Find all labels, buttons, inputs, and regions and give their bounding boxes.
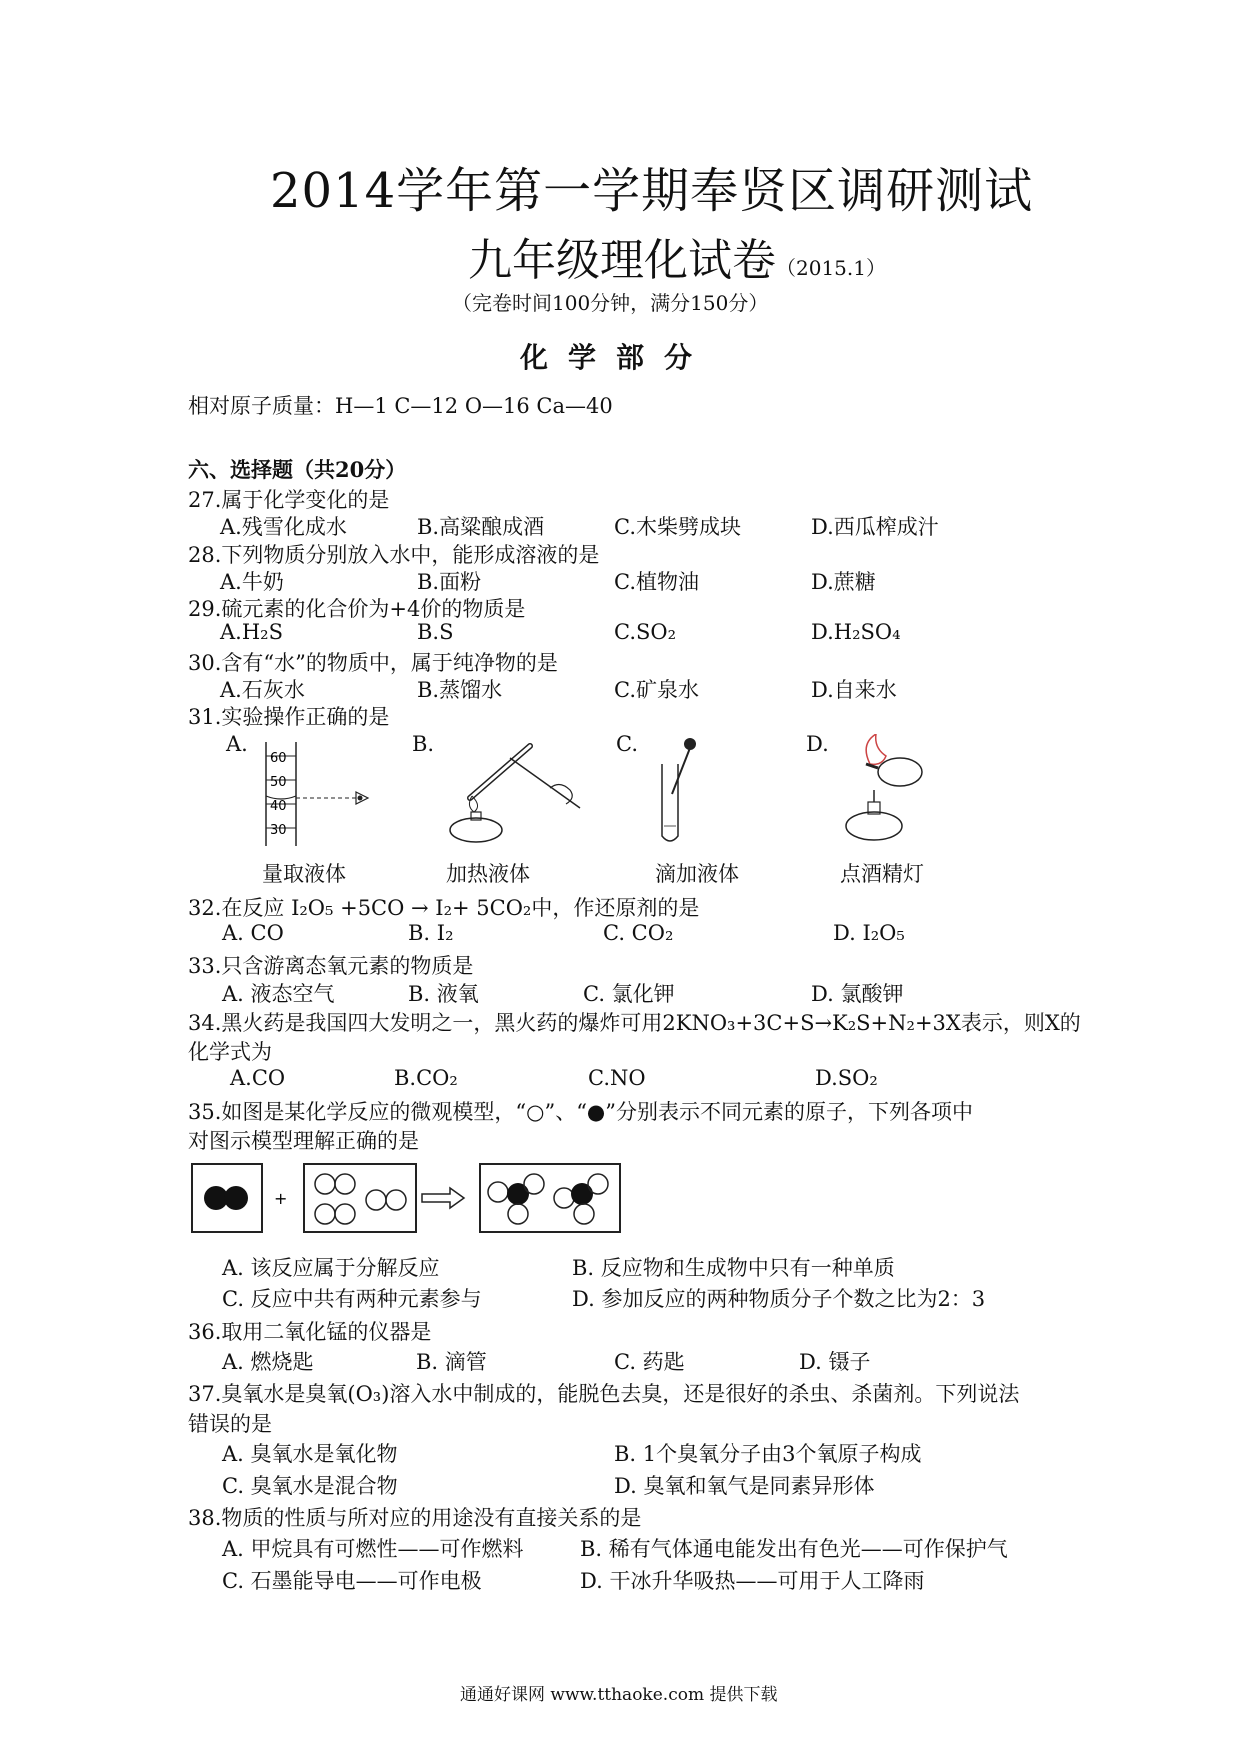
q32-option-b: B. I₂	[408, 921, 454, 945]
exam-subtitle	[468, 224, 886, 288]
dropper-figure	[650, 734, 720, 850]
q30-option-a: A.石灰水	[220, 678, 305, 702]
q29-option-d: D.H₂SO₄	[811, 620, 901, 644]
question-34-stem-line1: 34.黑火药是我国四大发明之一，黑火药的爆炸可用2KNO₃+3C+S→K₂S+N₂+3X表示，则X的	[188, 1011, 1081, 1035]
question-35-stem-line1: 35.如图是某化学反应的微观模型，“○”、“●”分别表示不同元素的原子，下列各项中	[188, 1100, 973, 1124]
black-atom	[571, 1183, 593, 1205]
exam-year: （2015.1）	[776, 256, 886, 280]
q35-option-a: A. 该反应属于分解反应	[222, 1256, 440, 1280]
atomic-masses: 相对原子质量：H—1 C—12 O—16 Ca—40	[188, 394, 613, 418]
caption-drop-liquid: 滴加液体	[655, 862, 739, 886]
white-atom	[366, 1190, 386, 1210]
caption-measure-liquid: 量取液体	[262, 862, 346, 886]
white-atom	[554, 1188, 574, 1208]
black-atom	[224, 1186, 248, 1210]
test-tube-c	[662, 764, 678, 841]
footer-download-note: 通通好课网 www.tthaoke.com 提供下载	[460, 1685, 778, 1705]
q33-option-c: C. 氯化钾	[583, 982, 675, 1006]
cylinder-label-60: 60	[270, 751, 287, 766]
question-30-stem: 30.含有“水”的物质中，属于纯净物的是	[188, 651, 558, 675]
exam-title: 2014学年第一学期奉贤区调研测试	[270, 163, 1034, 219]
q33-option-a: A. 液态空气	[222, 982, 335, 1006]
caption-heat-liquid: 加热液体	[446, 862, 530, 886]
white-atom	[386, 1190, 406, 1210]
cylinder-label-30: 30	[270, 823, 287, 838]
q33-option-d: D. 氯酸钾	[811, 982, 904, 1006]
section-title: 化学部分	[520, 341, 713, 374]
q32-option-d: D. I₂O₅	[833, 921, 905, 945]
q35-option-b: B. 反应物和生成物中只有一种单质	[572, 1256, 895, 1280]
alcohol-lamp	[450, 818, 502, 842]
exam-note: （完卷时间100分钟，满分150分）	[452, 291, 769, 315]
q31-option-c: C.	[616, 732, 638, 756]
white-atom	[488, 1182, 508, 1202]
q29-option-b: B.S	[417, 620, 454, 644]
question-35-stem-line2: 对图示模型理解正确的是	[188, 1129, 419, 1153]
q36-option-b: B. 滴管	[416, 1350, 487, 1374]
heating-liquid-figure	[440, 738, 590, 850]
q37-option-c: C. 臭氧水是混合物	[222, 1474, 398, 1498]
q30-option-b: B.蒸馏水	[417, 678, 503, 702]
q30-option-d: D.自来水	[811, 678, 897, 702]
question-32-stem: 32.在反应 I₂O₅ +5CO → I₂+ 5CO₂中，作还原剂的是	[188, 896, 700, 920]
dropper-tube	[672, 748, 690, 794]
q28-option-a: A.牛奶	[220, 570, 284, 594]
q38-option-c: C. 石墨能导电——可作电极	[222, 1569, 482, 1593]
q28-option-c: C.植物油	[614, 570, 699, 594]
q32-option-a: A. CO	[222, 921, 284, 945]
question-37-stem-line1: 37.臭氧水是臭氧(O₃)溶入水中制成的，能脱色去臭，还是很好的杀虫、杀菌剂。下列说法	[188, 1382, 1020, 1406]
q27-option-b: B.高粱酿成酒	[417, 515, 545, 539]
white-atom	[524, 1174, 544, 1194]
q35-option-c: C. 反应中共有两种元素参与	[222, 1287, 482, 1311]
q29-option-c: C.SO₂	[614, 620, 677, 644]
q36-option-c: C. 药匙	[614, 1350, 685, 1374]
q34-option-d: D.SO₂	[815, 1066, 878, 1090]
cylinder-label-40: 40	[270, 799, 287, 814]
q28-option-d: D.蔗糖	[811, 570, 876, 594]
caption-light-lamp: 点酒精灯	[840, 862, 924, 886]
white-atom	[574, 1204, 594, 1224]
q34-option-a: A.CO	[230, 1066, 286, 1090]
lamp-tilted	[878, 758, 922, 786]
q36-option-a: A. 燃烧匙	[222, 1350, 314, 1374]
test-tube-holder	[510, 758, 580, 808]
q38-option-a: A. 甲烷具有可燃性——可作燃料	[222, 1537, 524, 1561]
q34-option-b: B.CO₂	[394, 1066, 458, 1090]
white-atom	[315, 1174, 335, 1194]
alcohol-lamp-base	[846, 812, 902, 840]
q31-option-b: B.	[412, 732, 435, 756]
graduated-cylinder-figure	[256, 738, 376, 850]
q37-option-d: D. 臭氧和氧气是同素异形体	[614, 1474, 875, 1498]
q28-option-b: B.面粉	[417, 570, 482, 594]
q35-option-d: D. 参加反应的两种物质分子个数之比为2：3	[572, 1287, 986, 1311]
flame-icon	[866, 734, 886, 764]
exam-subtitle-text: 九年级理化试卷	[468, 235, 776, 286]
question-31-stem: 31.实验操作正确的是	[188, 705, 390, 729]
question-36-stem: 36.取用二氧化锰的仪器是	[188, 1320, 432, 1344]
q36-option-d: D. 镊子	[799, 1350, 871, 1374]
plus-sign: +	[274, 1189, 288, 1208]
q27-option-c: C.木柴劈成块	[614, 515, 741, 539]
white-atom	[315, 1204, 335, 1224]
lighting-lamp-figure	[830, 734, 960, 850]
q31-option-a: A.	[226, 732, 248, 756]
q27-option-d: D.西瓜榨成汁	[811, 515, 939, 539]
white-atom	[335, 1174, 355, 1194]
q38-option-d: D. 干冰升华吸热——可用于人工降雨	[580, 1569, 925, 1593]
q31-option-d: D.	[806, 732, 829, 756]
question-33-stem: 33.只含游离态氧元素的物质是	[188, 954, 474, 978]
question-37-stem-line2: 错误的是	[188, 1412, 272, 1436]
reaction-model-figure	[188, 1158, 628, 1238]
q34-option-c: C.NO	[588, 1066, 646, 1090]
part-title: 六、选择题（共20分）	[188, 457, 407, 482]
q32-option-c: C. CO₂	[603, 921, 674, 945]
cylinder-label-50: 50	[270, 775, 287, 790]
q37-option-a: A. 臭氧水是氧化物	[222, 1442, 398, 1466]
black-atom	[507, 1183, 529, 1205]
q37-option-b: B. 1个臭氧分子由3个氧原子构成	[614, 1442, 922, 1466]
question-28-stem: 28.下列物质分别放入水中，能形成溶液的是	[188, 543, 600, 567]
white-atom	[588, 1174, 608, 1194]
eye-pupil	[358, 796, 363, 801]
white-atom	[335, 1204, 355, 1224]
reaction-arrow-icon	[422, 1188, 464, 1208]
white-atom	[508, 1204, 528, 1224]
question-34-stem-line2: 化学式为	[188, 1040, 272, 1064]
question-38-stem: 38.物质的性质与所对应的用途没有直接关系的是	[188, 1506, 642, 1530]
q27-option-a: A.残雪化成水	[220, 515, 347, 539]
q29-option-a: A.H₂S	[220, 620, 283, 644]
question-29-stem: 29.硫元素的化合价为+4价的物质是	[188, 597, 526, 621]
question-27-stem: 27.属于化学变化的是	[188, 488, 390, 512]
q33-option-b: B. 液氧	[408, 982, 479, 1006]
q38-option-b: B. 稀有气体通电能发出有色光——可作保护气	[580, 1537, 1008, 1561]
q30-option-c: C.矿泉水	[614, 678, 699, 702]
